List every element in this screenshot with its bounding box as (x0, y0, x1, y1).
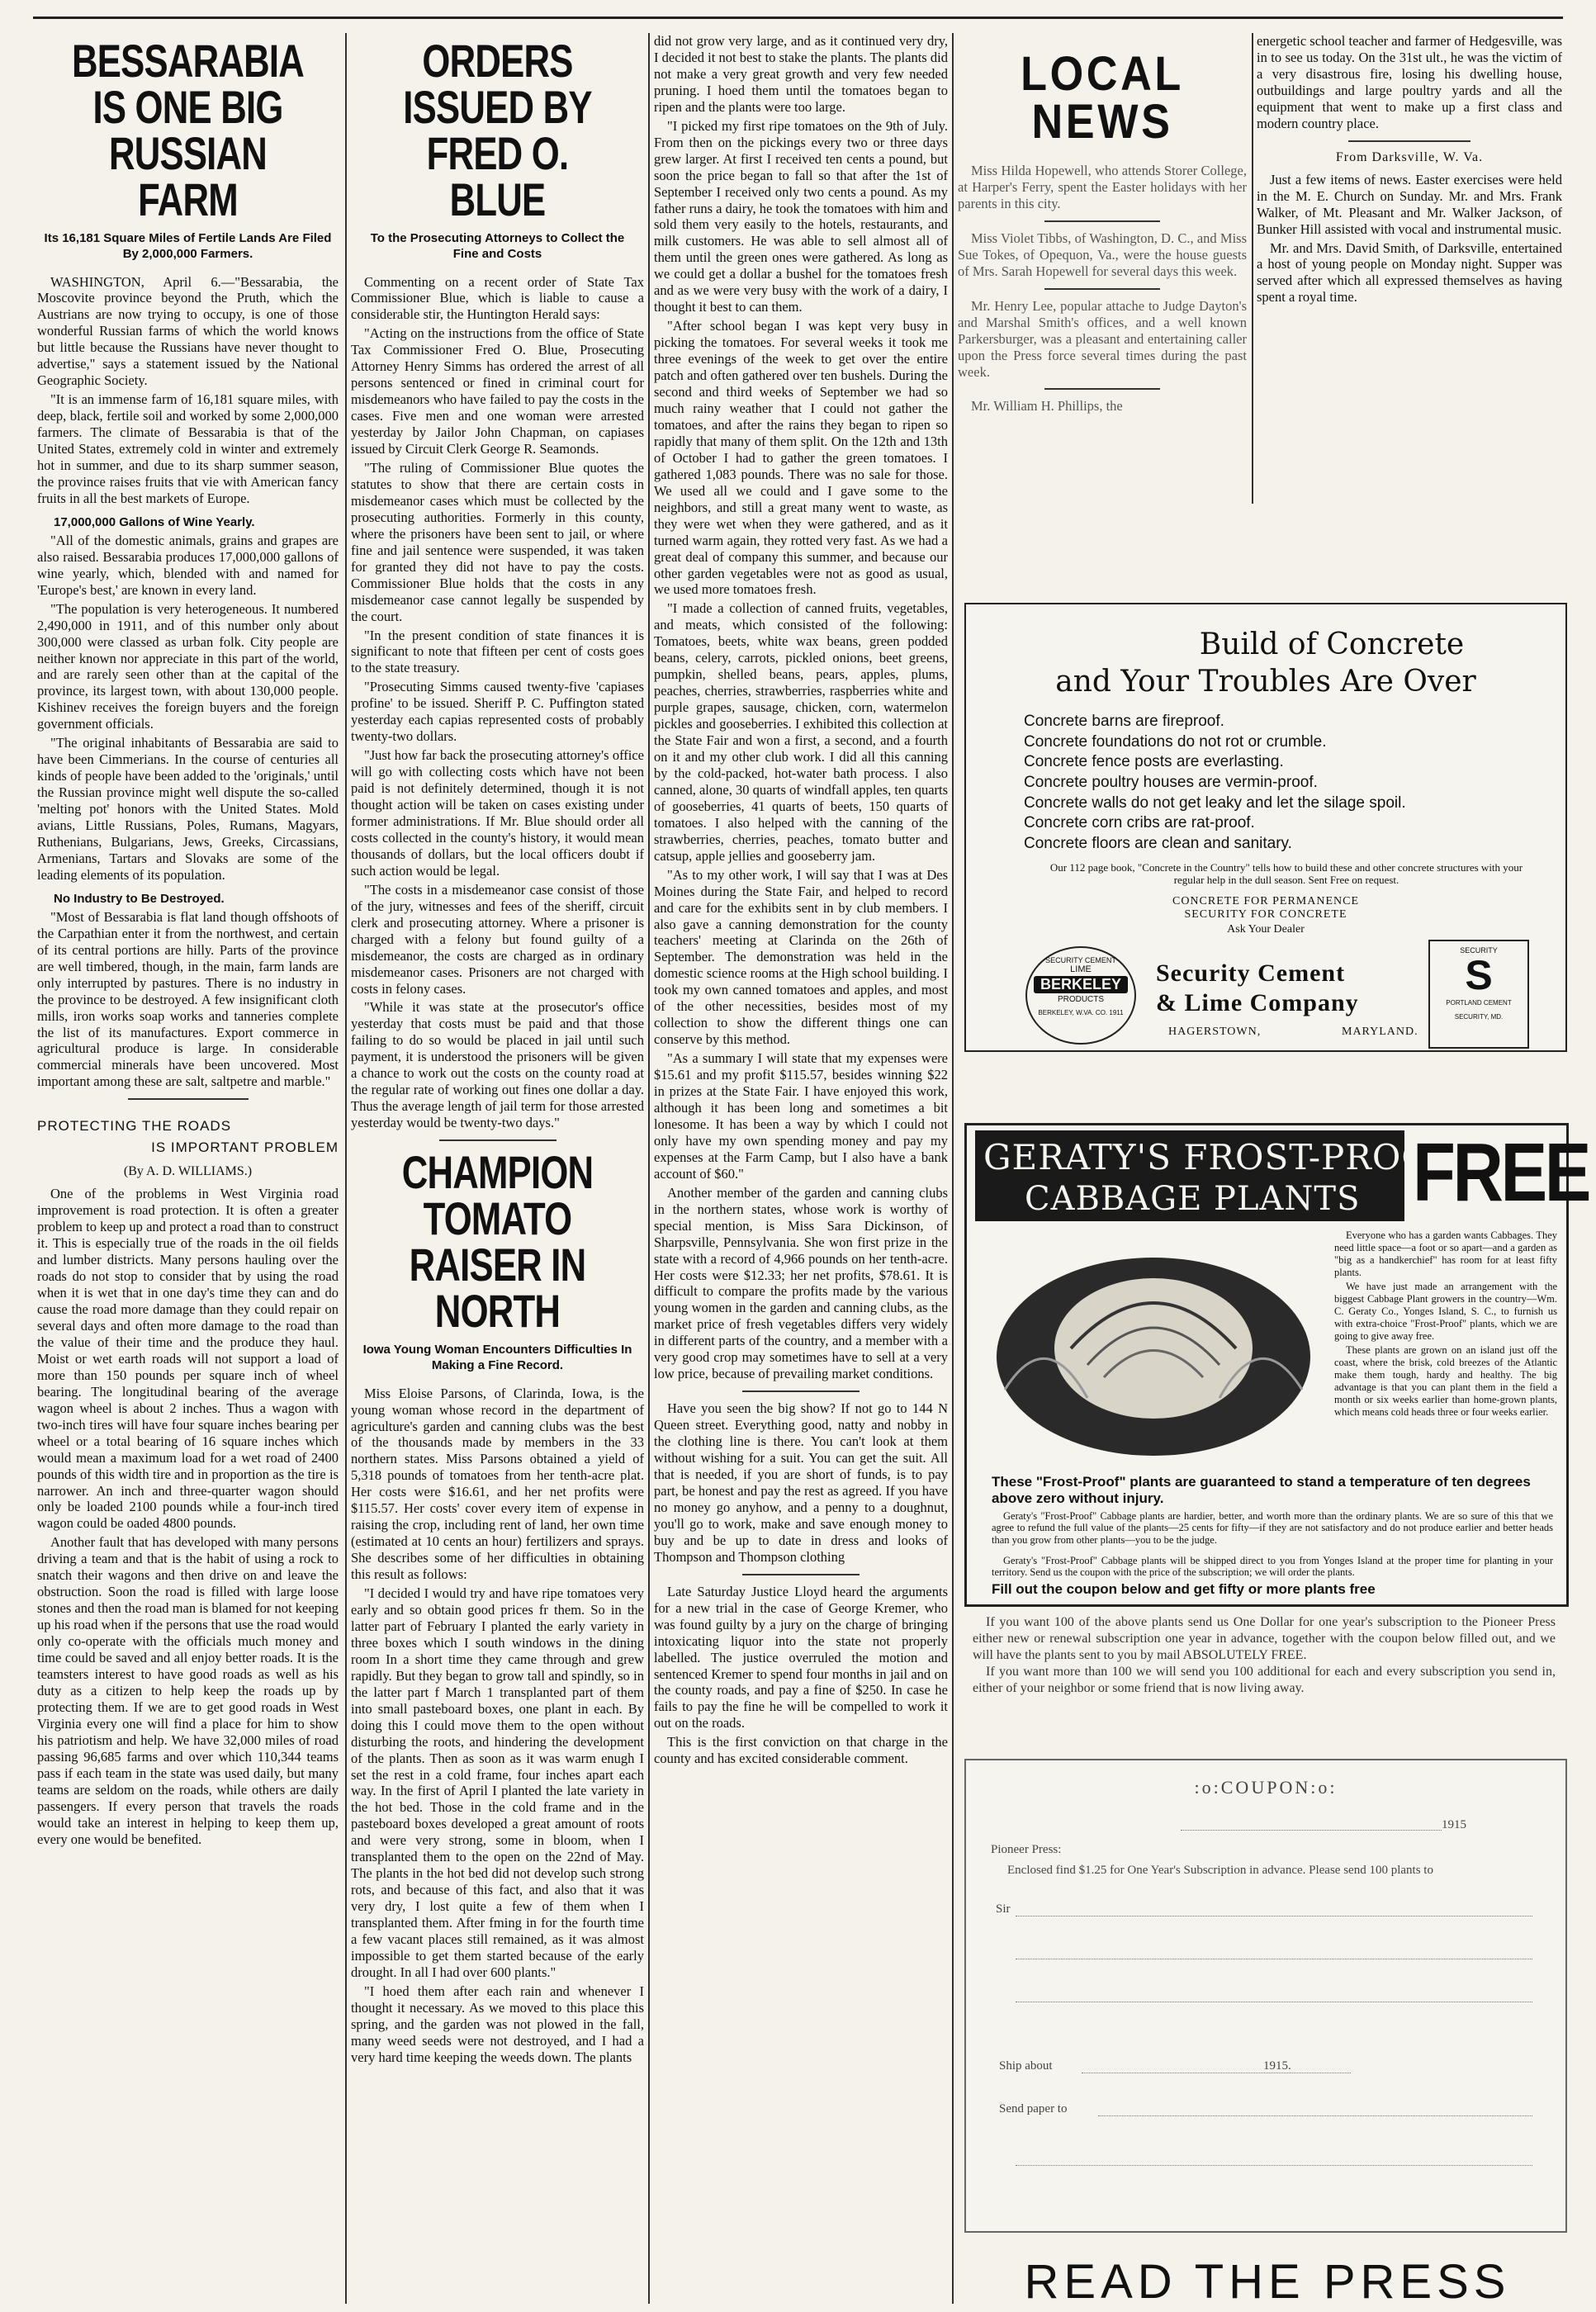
concrete-line: Concrete fence posts are everlasting. (1024, 753, 1284, 771)
headline-tomato: CHAMPION TOMATO RAISER IN NORTH (401, 1146, 594, 1338)
paragraph: "In the present condition of state finances it is significant to note that fifteen per cent of costs goes to the state treasury. (351, 627, 644, 676)
column-2 (351, 33, 644, 2304)
seal-text: PRODUCTS (1057, 995, 1105, 1004)
coupon-title: :o:COUPON:o: (1194, 1777, 1338, 1798)
paragraph: "The ruling of Commissioner Blue quotes the statutes to show that there are certain costs in misdemeanor cases which must be collected by the prosecuting authorities. Formerly in this county, where the prisoners have been sent to jail, or where fine and jail sentence were suspended, it was taken for granted they did not have to pay the costs. Commissioner Blue holds that the costs in any misdemeanor case cannot legally be suspended by the court. (351, 459, 644, 624)
cabbage-text: Everyone who has a garden wants Cabbages. They need little space—a foot or so apart—and a garden as "big as a handkerchief" has room for at least fifty plants. (1334, 1229, 1557, 1278)
divider (742, 1574, 860, 1575)
concrete-list (1024, 712, 1541, 855)
coupon-year-2: 1915. (1263, 2059, 1291, 2073)
column-5 (1257, 33, 1562, 528)
divider (439, 1139, 556, 1141)
coupon-to: Pioneer Press: (991, 1843, 1062, 1856)
paragraph: Mr. and Mrs. David Smith, of Darksville, entertained a host of young people on Monday night. Supper was served after which all expressed themselves as having spent a royal time. (1257, 239, 1562, 306)
headline-roads-2: IS IMPORTANT PROBLEM (151, 1139, 339, 1156)
headline-roads: PROTECTING THE ROADS (37, 1118, 232, 1135)
ad-title-2: and Your Troubles Are Over (1055, 665, 1476, 699)
paragraph: WASHINGTON, April 6.—"Bessarabia, the Moscovite province beyond the Pruth, which the Austrians are now trying to occupy, is one of those wonderful Russian farms of which the world knows but little because the Russians have never thought to advertise," says a statement issued by the National Geographic Society. (37, 273, 339, 389)
security-cement-seal (1428, 940, 1529, 1049)
cabbage-fill-coupon: Fill out the coupon below and get fifty or more plants free (992, 1581, 1376, 1597)
coupon-body: Enclosed find $1.25 for One Year's Subscription in advance. Please send 100 plants to (1007, 1864, 1433, 1877)
seal-letter: S (1465, 952, 1493, 998)
column-4 (958, 45, 1247, 508)
paragraph: "It is an immense farm of 16,181 square miles, with deep, black, fertile soil and worked by some 2,000,000 farmers. The climate of Bessarabia is that of the United States, extremely cold in winter and extremely hot in summer, and due to its sharp summer season, the province raises fruits that vie with American fancy fruits in all the best markets of Europe. (37, 391, 339, 506)
paragraph: Commenting on a recent order of State Tax Commissioner Blue, which is liable to cause a considerable stir, the Huntington Herald says: (351, 273, 644, 323)
company-city: HAGERSTOWN, (1168, 1026, 1262, 1038)
deck-bessarabia: Its 16,181 Square Miles of Fertile Lands Are Filed By 2,000,000 Farmers. (44, 231, 332, 261)
coupon-send: Send paper to (999, 2102, 1068, 2115)
ad-title-1: Build of Concrete (1199, 628, 1465, 661)
coupon-box (964, 1759, 1567, 2233)
paragraph: "The costs in a misdemeanor case consist of those of the jury, witnesses and fees of the sheriff, circuit clerk and prosecuting attorney. Where a prisoner is charged with a felony but found guilty of a misdemeanor, the costs are charged as in ordinary misdemeanor cases. Prisoners are not charged with costs in felony cases. (351, 881, 644, 997)
divider (1044, 288, 1160, 290)
seal-text: SECURITY (1460, 946, 1498, 955)
column-rule (345, 33, 347, 2304)
paragraph: "Just how far back the prosecuting attorney's office will go with collecting costs which have not been paid is not definitely determined, though it is not thought action will be taken on cases existing under former administrations. If Mr. Blue should order all costs collected in the county's history, it would mean thousands of dollars, but the local officers doubt if such action would be legal. (351, 747, 644, 879)
divider (1348, 140, 1470, 142)
paragraph: Miss Hilda Hopewell, who attends Storer College, at Harper's Ferry, spent the Easter holidays with her parents in this city. (958, 163, 1247, 211)
concrete-line: Concrete walls do not get leaky and let the silage spoil. (1024, 794, 1406, 812)
berkeley-lime-seal (1025, 946, 1136, 1045)
subhead: 17,000,000 Gallons of Wine Yearly. (54, 514, 255, 529)
company-name-1: Security Cement (1156, 959, 1346, 987)
paragraph: If you want more than 100 we will send you 100 additional for each and every subscription you send in, either of your neighbor or some friend that is now living away. (973, 1665, 1556, 1695)
ask-dealer: Ask Your Dealer (1227, 923, 1305, 936)
slogan-1: CONCRETE FOR PERMANENCE (1172, 895, 1360, 907)
seal-text: SECURITY, MD. (1454, 1013, 1504, 1021)
seal-text: BERKELEY, W.VA. CO. 1911 (1038, 1009, 1124, 1016)
deck-tomato: Iowa Young Woman Encounters Difficulties In Making a Fine Record. (362, 1343, 632, 1372)
divider (1044, 388, 1160, 390)
paragraph: "All of the domestic animals, grains and grapes are also raised. Bessarabia produces 17,000,000 gallons of wine yearly, which, blended with and named for 'Europe's best,' are known in every land. (37, 532, 339, 598)
column-3 (654, 33, 948, 2304)
column-rule (648, 33, 650, 2304)
seal-text: SECURITY CEMENT (1045, 956, 1116, 964)
paragraph: Mr. Henry Lee, popular attache to Judge Dayton's and Marshal Smith's offices, and a well known Parkersburger, was a pleasant and entertaining caller upon the Press force several times during the past week. (958, 297, 1247, 380)
divider (128, 1098, 249, 1100)
seal-brand: BERKELEY (1034, 976, 1128, 993)
seal-text: LIME (1070, 964, 1092, 974)
cabbage-title-2: CABBAGE PLANTS (1025, 1180, 1361, 1218)
slogan-2: SECURITY FOR CONCRETE (1184, 908, 1347, 921)
column-rule (952, 33, 954, 2304)
concrete-line: Concrete foundations do not rot or crumble. (1024, 732, 1327, 751)
paragraph: did not grow very large, and as it continued very dry, I decided it not best to stake the plants. The plants did not make a very great growth and very few needed pruning. I hoed them until the tomatoes began to ripen and the plants were too large. (654, 33, 948, 115)
book-note: Our 112 page book, "Concrete in the Country" tells how to build these and other concrete structures with your regular help in the dull season. Sent Free on request. (1049, 860, 1523, 887)
divider (1044, 220, 1160, 222)
paragraph: "I picked my first ripe tomatoes on the 9th of July. From then on the pickings every two or three days grew larger. At first I received ten cents a pound, but soon the price began to fall so that after the 1st of September I received only two cents a pound. As my father runs a dairy, he took the tomatoes with him and sold them very easily to the hotels, restaurants, and milk customers. He was able to sell almost all of them until the green ones were gathered. As long as we could get a dollar a bushel for the tomatoes fresh and as we were very busy with the work of a dairy, I thought it best to can them. (654, 117, 948, 315)
paragraph: Another fault that has developed with many persons driving a team and that is the habit of using a rock to snatch their wagons and then drive on and leave the obstruction. Soon the road is filled with large loose stones and then the road man is blamed for not keeping up his road when if the persons that use the road would only co-operate with the officials much money and time could be saved and all enjoy better roads. It is the teamsters interest to have good roads as well as his duty as a citizen to help keep the roads up by protecting them. If we are to get good roads in West Virginia every one will find a place for him to show his patriotism and help. We have 32,000 miles of road passing 96,685 farms and over which 110,344 teams pass if each team in the state was used daily, but many teams are seldom on the roads, while others are daily passengers. If every person that travels the roads would take an interest in helping to keep them up, every one would be benefited. (37, 1534, 339, 1847)
paragraph: "After school began I was kept very busy in picking the tomatoes. For several weeks it took me three evenings of the week to get over the entire patch and often gathered over ten bushels. During the second and third weeks of September we had so much rainy weather that I could not gather the tomatoes, and after the rains they began to ripen so rapidly that many of them split. On the 12th and 13th of October I had to gather the green tomatoes. I gathered 1,083 pounds. There was no sale for those. We used all we could and I gave some to the neighbors, and still a great many went to waste, as they were wet when they were gathered, and as it turned warm again, they rotted very fast. As we had a great deal of company this summer, and because our other garden vegetables were not as good as usual, we used more tomatoes fresh. (654, 318, 948, 598)
paragraph: "While it was state at the prosecutor's office yesterday that costs must be paid and that those failing to do so would be placed in jail until such payment, it is understood the prisoners will be given a chance to work out the costs on the county road at the regular rate of working out fines one dollar a day. Thus the average length of jail term for those arrested yesterday would be twenty-two days." (351, 999, 644, 1131)
send-paper-line[interactable] (1098, 2115, 1532, 2116)
subscription-offer (973, 1614, 1556, 1697)
paragraph: If you want 100 of the above plants send us One Dollar for one year's subscription to the Pioneer Press either new or renewal subscription one year in advance, together with the coupon below filled out, and we will have the plants sent to you by mail ABSOLUTELY FREE. (973, 1615, 1556, 1662)
cabbage-text: We have just made an arrangement with the biggest Cabbage Plant growers in the country—Wm. C. Geraty Co., Yonges Island, S. C., to furnish us with extra-choice "Frost-Proof" plants, which we are going to give away free. (1334, 1281, 1557, 1342)
headline-local-news: LOCAL NEWS (1021, 47, 1184, 149)
seal-text: PORTLAND CEMENT (1446, 999, 1512, 1007)
paragraph: Miss Eloise Parsons, of Clarinda, Iowa, is the young woman whose record in the department of agriculture's garden and canning clubs was the best of the thousands made by members in the 33 northern states. Miss Parsons obtained a yield of 5,318 pounds of tomatoes from her tenth-acre plat. Her costs were $16.61, and her net profits were $115.57. Her costs' cover every item of expense in raising the crop, including rent of land, her own time (estimated at 10 cents an hour) fertilizers and sprays. She describes some of her difficulties in obtaining this result as follows: (351, 1385, 644, 1583)
paragraph: "The original inhabitants of Bessarabia are said to have been Cimmerians. In the course of centuries all kinds of people have been added to the 'originals,' until the Russian province might well dispute the so-called 'melting pot' honors with the United States. Mold avians, Little Russians, Poles, Rumans, Magyars, Ruthenians, Bulgarians, Jews, Greeks, Circassians, Armenians, Tartars and Slovaks are some of the leading elements of its population. (37, 735, 339, 883)
deck-orders: To the Prosecuting Attorneys to Collect the Fine and Costs (370, 231, 625, 261)
paragraph: "As to my other work, I will say that I was at Des Moines during the State Fair, and helped to record and care for the exhibits sent in by club members. I also gave a canning demonstration for the county teachers' meeting at Clarinda on the 26th of September. The demonstration was held in the domestic science rooms at the High school building. I took my own canned tomatoes and apples, and most of the other necessities, besides most of my collection to show the different things one can conserve by this method. (654, 866, 948, 1048)
paragraph: "As a summary I will state that my expenses were $15.61 and my profit $115.57, besides winning $22 in prizes at the State Fair. I have enjoyed this work, although it has been long and sometimes a bit lonesome. It has been a way by which I could not only have my own spending money and pay my expenses at the Farm Camp, but I also have a bank account of $60." (654, 1050, 948, 1182)
send-address-line[interactable] (1016, 2165, 1532, 2166)
free-label: FREE (1413, 1126, 1589, 1219)
cabbage-intro (1334, 1229, 1557, 1419)
concrete-line: Concrete poultry houses are vermin-proof. (1024, 774, 1318, 792)
read-the-press-footer: READ THE PRESS (1024, 2255, 1511, 2309)
company-name-2: & Lime Company (1156, 989, 1359, 1016)
cabbage-guarantee: These "Frost-Proof" plants are guaranteed to stand a temperature of ten degrees above zero without injury. (992, 1474, 1531, 1506)
concrete-line: Concrete barns are fireproof. (1024, 713, 1224, 730)
paragraph: This is the first conviction on that charge in the county and has excited considerable comment. (654, 1734, 948, 1767)
masthead-rule (33, 17, 1563, 19)
concrete-line: Concrete corn cribs are rat-proof. (1024, 814, 1255, 832)
cabbage-text: These plants are grown on an island just off the coast, where the brisk, cold breezes of the Atlantic make them tough, hardy and healthy. The big advantage is that you can plant them in the field a month or six weeks earlier than home-grown plants, which means cold heads three or four weeks earlier. (1334, 1344, 1557, 1418)
paragraph: "I hoed them after each rain and whenever I thought it necessary. As we moved to this place this spring, and the garden was not plowed in the fall, many weed seeds were not destroyed, and I had a very hard time keeping the weeds down. The plants (351, 1983, 644, 2065)
column-rule (1252, 33, 1253, 504)
headline-bessarabia: BESSARABIA IS ONE BIG RUSSIAN FARM (71, 35, 304, 225)
paragraph: Miss Violet Tibbs, of Washington, D. C., and Miss Sue Tokes, of Opequon, Va., were the house guests of Mrs. Sarah Hopewell for several days this week. (958, 230, 1247, 279)
paragraph: energetic school teacher and farmer of Hedgesville, was in to see us today. On the 31st ult., he was the victim of a very disastrous fire, losing his dwelling house, outbuildings and large poultry yards and all the equipment that went to make up a first class and modern country place. (1257, 33, 1562, 131)
paragraph: Another member of the garden and canning clubs in the northern states, whose work is worthy of special mention, is Miss Sara Dickinson, of Sharpsville, Pennsylvania. She won first prize in the state with a record of 4,966 pounds on her tenth-acre. Her costs were $12.33; her net profits, $78.61. It is difficult to compare the profits made by the various young women in the garden and canning clubs, as the market price of fresh vegetables differs very widely in different parts of the country, and a member with a very good crop may sometimes have to sell at a very low price, because of prevailing market conditions. (654, 1184, 948, 1382)
column-1 (37, 33, 339, 2304)
paragraph: "I decided I would try and have ripe tomatoes very early and so obtain good prices fr them. So in the latter part of February I planted the early variety in three boxes which I south windows in the dining room In a short time they came through and grew rapidly. But they began to grow tall and spindly, so in the latter part f March 1 transplanted part of them into small pasteboard boxes, one plant in each. By doing this I could move them to the open without disturbing the roots, and hindering the development of the plants. Then as soon as it was warm enugh I set the rest in a cold frame, four inches apart each way. In the first of April I planted the late variety in the hot bed. Those in the cold frame and in the pasteboard boxes developed a great amount of roots and were very strong, some in bloom, when I transplanted them to the open on the 22nd of May. The plants in the hot bed did not develop such strong rots, and because of this fact, and also that it was very dry, I lost quite a few of them when I transplanted them. After fming in for the fourth time a few vacant places still remained, as it was almost impossible to get them started because of the early drought. In all I had over 600 plants." (351, 1585, 644, 1980)
subhead: No Industry to Be Destroyed. (54, 891, 225, 906)
concrete-line: Concrete floors are clean and sanitary. (1024, 835, 1292, 853)
paragraph: Late Saturday Justice Lloyd heard the arguments for a new trial in the case of George Kremer, who was found guilty by a jury on the charge of bringing intoxicating liquor into the state not properly labelled. The justice overruled the motion and sentenced Kremer to spend four months in jail and on the county roads, and pay a fine of $250. In case he fails to pay the fine he will be compelled to work it out on the roads. (654, 1583, 948, 1732)
coupon-sir: Sir (996, 1902, 1011, 1916)
concrete-ad (964, 603, 1567, 1052)
divider (742, 1391, 860, 1392)
paragraph: "Prosecuting Simms caused twenty-five 'capiases profine' to be issued. Sheriff P. C. Puffington stated yesterday each capias represented costs of probably twenty-two dollars. (351, 679, 644, 745)
paragraph: "The population is very heterogeneous. It numbered 2,490,000 in 1911, and of this number only about 300,000 were classed as urban folk. City people are neither known nor appreciate in this part of the world, and are rarely seen other than at the capital of the province, its largest town, with about 130,000 people. Kishinev receives the foreign buyers and the foreign government officials. (37, 600, 339, 732)
paragraph: Mr. William H. Phillips, the (971, 398, 1123, 415)
dateline: From Darksville, W. Va. (1335, 149, 1484, 164)
paragraph: "Acting on the instructions from the office of State Tax Commissioner Fred O. Blue, Prosecuting Attorney Henry Simms has ordered the arrest of all persons sentenced or fined in criminal court for misdemeanors who have failed to pay the costs in the cases. Five men and one woman were arrested yesterday by Jailor John Chapman, on capiases issued by Circuit Clerk George R. Seamonds. (351, 325, 644, 457)
paragraph: Have you seen the big show? If not go to 144 N Queen street. Everything good, natty and nobby in the clothing line is there. You can't look at them without wishing for a suit. You can get the suit. All that is needed, if you are short of funds, is to pay part, be honest and pay the rest as agreed. If you have no money go anyhow, and a penny to a doughnut, you'll go to work, make and save enough money to buy and be up to date in dress and looks of Thompson and Thompson clothing (654, 1400, 948, 1565)
cabbage-ad (964, 1123, 1589, 1607)
paragraph: One of the problems in West Virginia road improvement is road protection. It is often a greater problem to keep up and protect a road than to construct it. This is especially true of the roads in the oil fields and lumber districts. Many persons hauling over the roads do not stop to consider that by using the road when it is wet that in one day's time they can and do cause the road more damage than they could repair on several days and often more damage to the road than the value of their time and the produce they haul. Moist or wet earth roads will not support a load of more than 150 pounds per square inch of wheel bearing. The longitudinal bearing of the average wagon wheel is about 2 inches. Thus a wagon with two-inch tires will have four square inches bearing per wheel or a total bearing of 16 square inches which would mean a maximum load for a wet road of 2400 pounds of this width tire and in proportion as the tire is narrower. An inch and three-quarter wagon should only be loaded 2100 pounds while a four-inch tired wagon could be oaded 4800 pounds. (37, 1186, 339, 1532)
company-state: MARYLAND. (1342, 1026, 1418, 1038)
cabbage-illustration (980, 1225, 1327, 1472)
byline: (By A. D. WILLIAMS.) (123, 1164, 253, 1179)
cabbage-text: Geraty's "Frost-Proof" Cabbage plants will be shipped direct to you from Yonges Island at the proper time for planting in your territory. Send us the coupon with the price of the subscription; we will order the plants. (992, 1555, 1553, 1579)
cabbage-title-1: GERATY'S FROST-PROOF (983, 1137, 1456, 1177)
paragraph: Just a few items of news. Easter exercises were held in the M. E. Church on Sunday. Mr. and Mrs. Frank Walker, of Mt. Pleasant and Mr. Walker Jackson, of Bunker Hill assisted with vocal and instrumental music. (1257, 171, 1562, 237)
paragraph: "Most of Bessarabia is flat land though offshoots of the Carpathian enter it from the northwest, and certain of its central portions are hilly. Parts of the province are well timbered, though, in the main, farm lands are only interrupted by pastures. There is no industry in the province to be destroyed. A few insignificant cloth mills, iron works soap works and tanneries complete the list of its manufactures. Export commerce in agricultural produce is large. In considerable commercial minerals have been uncovered. Most important among these are salt, saltpetre and marble." (37, 908, 339, 1090)
headline-orders: ORDERS ISSUED BY FRED O. BLUE (403, 35, 592, 225)
date-line[interactable] (1181, 1830, 1442, 1831)
coupon-year: 1915 (1442, 1818, 1466, 1831)
coupon-ship: Ship about (999, 2059, 1053, 2073)
paragraph: "I made a collection of canned fruits, vegetables, and meats, which consisted of the following: Tomatoes, beets, white wax beans, green podded beans, celery, carrots, pickled onions, beet greens, pumpkin, shelled beans, pears, apples, plums, peaches, cherries, strawberries, raspberries white and purple grapes, sausage, chicken, corn, watermelon pickles and gooseberries. I exhibited this collection at the State Fair and won a first, a second, and a fourth on it and my other club work. I did all this canning by the cold-packed, hot-water bath process. I also canned, alone, 30 quarts of windfall apples, ten quarts of gooseberries, 41 quarts of beets, 150 quarts of tomatoes. I also helped with the canning of the strawberries, cherries, peaches, tomato butter and catsup, apple jellies and gooseberry jam. (654, 600, 948, 864)
cabbage-text: Geraty's "Frost-Proof" Cabbage plants are hardier, better, and worth more than the ordinary plants. We are so sure of this that we agree to refund the full value of the plants—25 cents for fifty—if they are not satisfactory and do not produce earlier and better heads than you grow from other plants—you to be the judge. (992, 1510, 1553, 1546)
